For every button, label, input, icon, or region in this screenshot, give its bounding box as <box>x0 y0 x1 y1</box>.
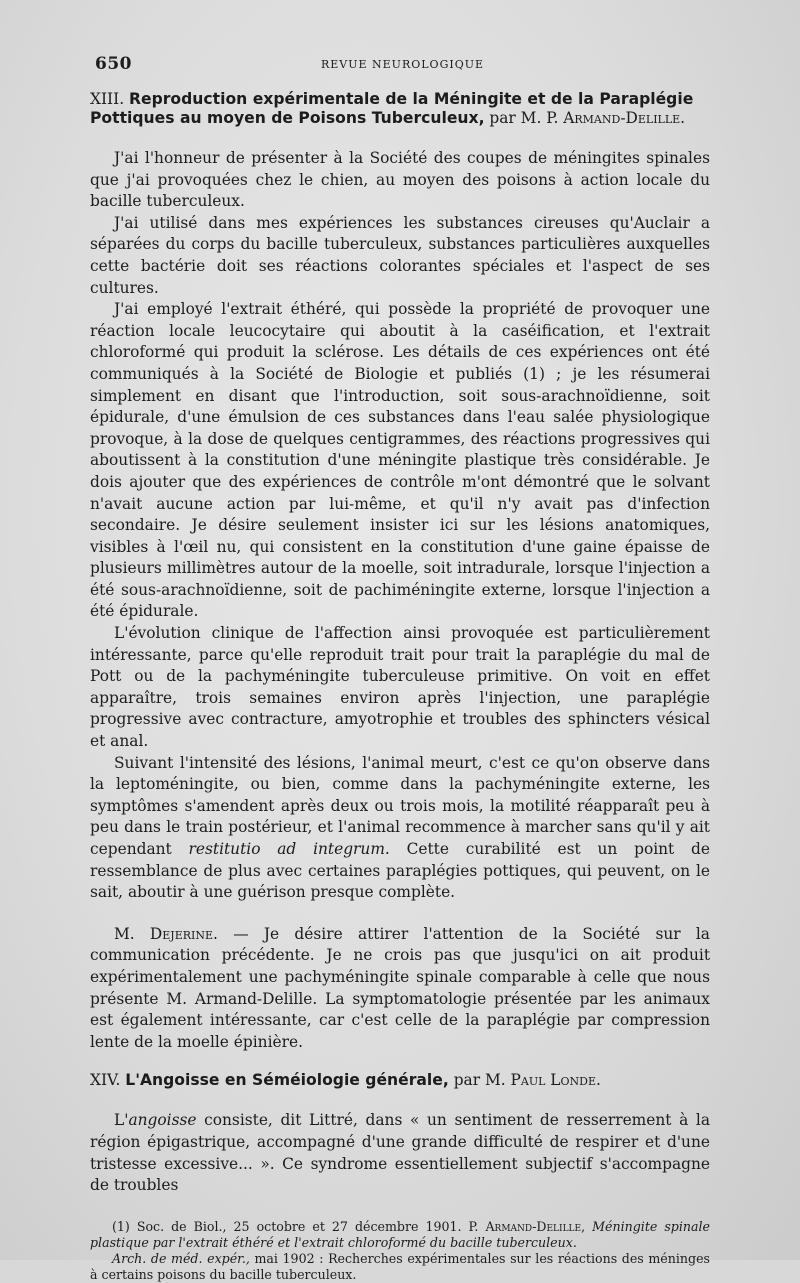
byline: par M. P. <box>489 109 559 127</box>
footnote-title: Méningite spinale plastique par l'extrait éthéré et l'extrait chloroformé du bacille tuberculeux. <box>90 1218 710 1250</box>
footnote-text: (1) Soc. de Biol., 25 octobre et 27 décembre 1901. P. <box>112 1218 479 1234</box>
page-header <box>95 54 710 76</box>
comment-text: — Je désire attirer l'attention de la Société sur la communication précédente. Je ne crois pas que jusqu'ici on ait produit expérimentalement une pachyméningite spinale comparable à celle que nous présente M. Armand-Delille. La symptomatologie présentée par les animaux est également intéressante, car c'est celle de la paraplégie par compression lente de la moelle épinière. <box>90 924 710 1051</box>
paragraph-text: Cette curabilité est un point de ressemblance de plus avec certaines paraplégies pottiques, qui peuvent, on le sait, aboutir à une guérison presque complète. <box>90 840 710 902</box>
paragraph-text: L' <box>114 1111 129 1130</box>
paragraph: J'ai l'honneur de présenter à la Société des coupes de méningites spinales que j'ai provoquées chez le chien, au moyen des poisons à action locale du bacille tuberculeux. <box>90 149 710 211</box>
speaker-name: M. Dejerine. <box>114 924 218 943</box>
italic-term: angoisse <box>128 1111 197 1130</box>
page-body <box>90 90 710 1283</box>
paragraph: J'ai employé l'extrait éthéré, qui possède la propriété de provoquer une réaction locale leucocytaire qui aboutit à la caséification, et l'extrait chloroformé qui produit la sclérose. Les détails de ces expériences ont été communiqués à la Société de Biologie et publiés (1) ; je les résumerai simplement en disant que l'introduction, soit sous-arachnoïdienne, soit épidurale, d'une émulsion de ces substances dans l'eau salée physiologique provoque, à la dose de quelques centigrammes, des réactions progressives qui aboutissent à la constitution d'une méningite plastique très considérable. Je dois ajouter que des expériences de contrôle m'ont démontré que le solvant n'avait aucune action par lui-même, et qu'il n'y avait pas d'infection secondaire. Je désire seulement insister ici sur les lésions anatomiques, visibles à l'œil nu, qui consistent en la constitution d'une gaine épaisse de plusieurs millimètres autour de la moelle, soit intradurale, lorsque l'injection a été sous-arachnoïdienne, soit de pachiméningite externe, lorsque l'injection a été épidurale. <box>90 300 710 621</box>
section-number: XIII. <box>90 90 125 108</box>
footnote-text: mai 1902 : Recherches expérimentales sur les réactions des méninges à certains poisons du bacille tuberculeux. <box>90 1250 710 1282</box>
paragraph <box>90 1110 710 1196</box>
section-xiii-title <box>90 90 710 128</box>
page-number: 650 <box>95 54 132 74</box>
author-name: Armand-Delille. <box>563 109 686 127</box>
paragraph-text: Suivant l'intensité des lésions, l'animal meurt, c'est ce qu'on observe dans la leptoméningite, ou bien, comme dans la pachyméningite externe, les symptômes s'amendent après deux ou trois mois, la motilité réapparaît peu à peu dans le train postérieur, et l'animal recommence à marcher sans qu'il y ait cependant <box>90 753 710 858</box>
paragraph <box>90 753 710 904</box>
footnotes <box>90 1219 710 1283</box>
running-head: REVUE NEUROLOGIQUE <box>320 58 485 71</box>
paragraph: J'ai utilisé dans mes expériences les substances cireuses qu'Auclair a séparées du corps du bacille tuberculeux, substances particulières auxquelles cette bactérie doit ses réactions colorantes spéciales et l'aspect de ses cultures. <box>90 213 710 297</box>
paragraph-text: consiste, dit Littré, dans « un sentiment de resserrement à la région épigastrique, accompagné d'une grande difficulté de respirer et d'une tristesse excessive... ». Ce syndrome essentiellement subjectif s'accompagne de troubles <box>90 1111 710 1195</box>
footnote <box>90 1219 710 1251</box>
latin-phrase: restitutio ad integrum. <box>188 840 390 858</box>
dejerine-comment <box>90 924 710 1054</box>
footnote-journal: Arch. de méd. expér., <box>112 1250 250 1266</box>
footnote-author: Armand-Delille, <box>485 1218 586 1234</box>
footnote <box>90 1251 710 1283</box>
section-xiv-title <box>90 1071 710 1090</box>
author-name: Paul Londe. <box>510 1071 601 1090</box>
byline: par M. <box>453 1071 506 1090</box>
section-heading: Reproduction expérimentale de la Méningite et de la Paraplégie Pottiques au moyen de Poisons Tuberculeux, <box>90 90 694 127</box>
section-heading: L'Angoisse en Séméiologie générale, <box>125 1071 449 1090</box>
section-number: XIV. <box>90 1071 121 1090</box>
paragraph: L'évolution clinique de l'affection ainsi provoquée est particulièrement intéressante, parce qu'elle reproduit trait pour trait la paraplégie du mal de Pott ou de la pachyméningite tuberculeuse primitive. On voit en effet apparaître, trois semaines environ après l'injection, une paraplégie progressive avec contracture, amyotrophie et troubles des sphincters vésical et anal. <box>90 624 710 751</box>
